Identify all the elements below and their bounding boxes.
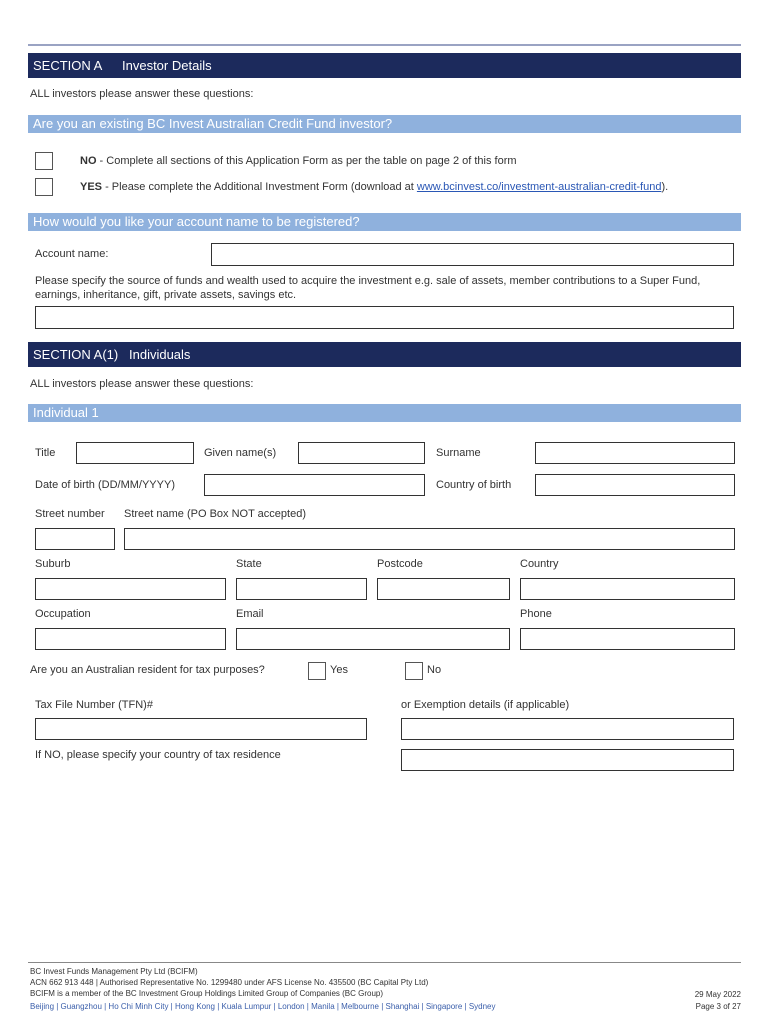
exemption-field[interactable] [401, 718, 734, 740]
yes-option-closing: ). [661, 181, 669, 193]
tfn-label: Tax File Number (TFN)# [35, 699, 153, 711]
tax-resident-question: Are you an Australian resident for tax purposes? [30, 664, 265, 676]
occupation-field[interactable] [35, 628, 226, 650]
surname-label: Surname [436, 447, 481, 459]
individual-1-header: Individual 1 [28, 404, 741, 422]
footer-acn: ACN 662 913 448 | Authorised Representative No. 1299480 under AFS License No. 435500 (BC Capital Pty Ltd) [30, 978, 429, 987]
given-names-label: Given name(s) [204, 447, 277, 459]
tax-resident-no-label: No [427, 664, 442, 676]
exemption-label: or Exemption details (if applicable) [401, 699, 570, 711]
funds-source-field[interactable] [35, 306, 734, 329]
occupation-label: Occupation [35, 608, 91, 620]
top-rule [28, 44, 741, 46]
yes-option-label: YES [80, 181, 103, 193]
suburb-field[interactable] [35, 578, 226, 600]
no-option-text [80, 155, 517, 167]
yes-option-description: - Please complete the Additional Investment Form (download at [102, 181, 417, 193]
country-label: Country [520, 558, 559, 570]
section-a-header [28, 53, 741, 78]
footer-company: BC Invest Funds Management Pty Ltd (BCIFM) [30, 967, 198, 976]
section-a-code: SECTION A [33, 58, 103, 73]
additional-investment-form-link[interactable]: www.bcinvest.co/investment-australian-credit-fund [416, 181, 662, 193]
email-field[interactable] [236, 628, 510, 650]
yes-checkbox[interactable] [35, 178, 53, 196]
no-option-label: NO [80, 155, 97, 167]
street-name-label: Street name (PO Box NOT accepted) [124, 508, 306, 520]
footer-page-number: Page 3 of 27 [695, 1002, 741, 1011]
title-label: Title [35, 447, 56, 459]
yes-option-text [80, 181, 668, 193]
account-name-field[interactable] [211, 243, 734, 266]
section-a-title: Investor Details [122, 58, 212, 73]
section-a1-intro: ALL investors please answer these questions: [30, 378, 254, 390]
funds-source-instructions: Please specify the source of funds and wealth used to acquire the investment e.g. sale of assets, member contributions to a Super Fund, earnings, inheritance, gift, private assets, savings etc. [35, 275, 701, 301]
tax-residence-country-field[interactable] [401, 749, 734, 771]
footer-cities: Beijing | Guangzhou | Ho Chi Minh City | Hong Kong | Kuala Lumpur | London | Manila | Melbourne | Shanghai | Singapore | Sydney [30, 1002, 496, 1011]
section-a-intro: ALL investors please answer these questions: [30, 88, 254, 100]
dob-label: Date of birth (DD/MM/YYYY) [35, 479, 175, 491]
country-of-birth-field[interactable] [535, 474, 735, 496]
street-name-field[interactable] [124, 528, 735, 550]
no-option-description: - Complete all sections of this Application Form as per the table on page 2 of this form [96, 155, 517, 167]
tax-resident-yes-label: Yes [330, 664, 348, 676]
given-names-field[interactable] [298, 442, 425, 464]
title-field[interactable] [76, 442, 194, 464]
account-name-question: How would you like your account name to be registered? [28, 213, 741, 231]
section-a1-title: Individuals [129, 347, 191, 362]
footer-date: 29 May 2022 [694, 990, 741, 999]
tax-resident-yes-checkbox[interactable] [308, 662, 326, 680]
street-number-field[interactable] [35, 528, 115, 550]
no-checkbox[interactable] [35, 152, 53, 170]
phone-label: Phone [520, 608, 552, 620]
state-field[interactable] [236, 578, 367, 600]
section-a1-header [28, 342, 741, 367]
tax-residence-country-label: If NO, please specify your country of tax residence [35, 749, 281, 761]
section-a1-code: SECTION A(1) [33, 347, 119, 362]
email-label: Email [236, 608, 264, 620]
tax-resident-no-checkbox[interactable] [405, 662, 423, 680]
tfn-field[interactable] [35, 718, 367, 740]
footer-member: BCIFM is a member of the BC Investment Group Holdings Limited Group of Companies (BC Group) [30, 989, 384, 998]
street-number-label: Street number [35, 508, 105, 520]
phone-field[interactable] [520, 628, 735, 650]
state-label: State [236, 558, 262, 570]
dob-field[interactable] [204, 474, 425, 496]
postcode-label: Postcode [377, 558, 423, 570]
country-field[interactable] [520, 578, 735, 600]
postcode-field[interactable] [377, 578, 510, 600]
country-of-birth-label: Country of birth [436, 479, 512, 491]
surname-field[interactable] [535, 442, 735, 464]
account-name-label: Account name: [35, 248, 109, 260]
suburb-label: Suburb [35, 558, 71, 570]
footer-rule [28, 962, 741, 963]
existing-investor-question: Are you an existing BC Invest Australian Credit Fund investor? [28, 115, 741, 133]
